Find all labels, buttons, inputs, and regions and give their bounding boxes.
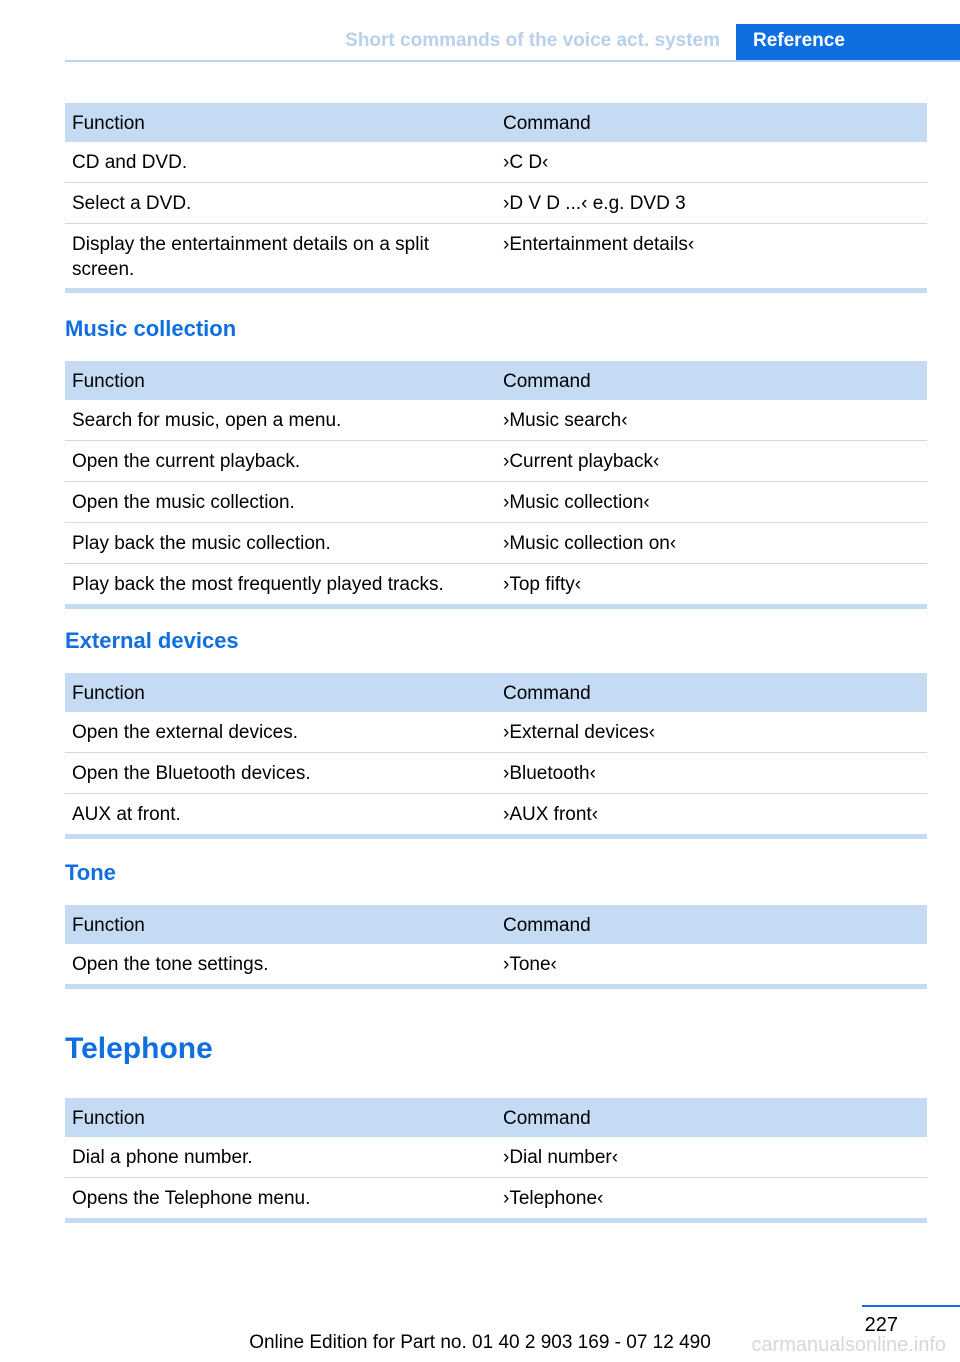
function-cell: Play back the most frequently played tracks. (72, 574, 444, 595)
table-end-rule (65, 1218, 927, 1223)
table-end-rule (65, 604, 927, 609)
table-header-row (65, 673, 927, 712)
command-cell: ›Bluetooth‹ (503, 763, 596, 784)
table-row (65, 183, 927, 224)
command-cell: ›Entertainment details‹ (503, 234, 695, 255)
header-command: Command (503, 371, 591, 392)
header-function: Function (72, 1108, 145, 1129)
table-telephone (65, 1098, 927, 1223)
table-header-row (65, 361, 927, 400)
function-cell: Open the music collection. (72, 492, 295, 513)
table-end-rule (65, 288, 927, 293)
function-cell: Dial a phone number. (72, 1147, 253, 1168)
header-command: Command (503, 683, 591, 704)
function-cell: Opens the Telephone menu. (72, 1188, 311, 1209)
command-cell: ›AUX front‹ (503, 804, 599, 825)
header-section-title: Short commands of the voice act. system (345, 30, 720, 51)
command-cell: ›Dial number‹ (503, 1147, 619, 1168)
command-cell: ›Tone‹ (503, 954, 557, 975)
table-row (65, 441, 927, 482)
table-entertainment (65, 103, 927, 293)
header-command: Command (503, 915, 591, 936)
header-chapter-tab: Reference (736, 24, 960, 62)
table-row (65, 1178, 927, 1218)
function-cell: Select a DVD. (72, 193, 192, 214)
command-cell: ›External devices‹ (503, 722, 656, 743)
section-heading-telephone: Telephone (65, 1032, 213, 1065)
function-cell: Open the current playback. (72, 451, 301, 472)
table-header-row (65, 1098, 927, 1137)
table-row (65, 224, 927, 282)
table-external-devices (65, 673, 927, 839)
page-number-rule (862, 1305, 960, 1307)
command-cell: ›D V D ...‹ e.g. DVD 3 (503, 193, 686, 214)
section-heading-tone: Tone (65, 860, 116, 885)
table-row (65, 142, 927, 183)
function-cell: Display the entertainment details on a split screen. (72, 234, 429, 280)
table-end-rule (65, 984, 927, 989)
function-cell: CD and DVD. (72, 152, 188, 173)
function-cell: Search for music, open a menu. (72, 410, 342, 431)
function-cell: Play back the music collection. (72, 533, 331, 554)
command-cell: ›Music search‹ (503, 410, 628, 431)
table-tone (65, 905, 927, 989)
function-cell: Open the Bluetooth devices. (72, 763, 311, 784)
table-row (65, 712, 927, 753)
page-header (65, 24, 960, 62)
table-row (65, 794, 927, 834)
table-header-row (65, 103, 927, 142)
function-cell: AUX at front. (72, 804, 181, 825)
header-function: Function (72, 915, 145, 936)
function-cell: Open the external devices. (72, 722, 299, 743)
command-cell: ›Current playback‹ (503, 451, 660, 472)
header-function: Function (72, 113, 145, 134)
function-cell: Open the tone settings. (72, 954, 269, 975)
table-row (65, 1137, 927, 1178)
header-command: Command (503, 1108, 591, 1129)
header-rule (65, 60, 960, 62)
section-heading-external-devices: External devices (65, 628, 239, 653)
table-row (65, 944, 927, 984)
header-function: Function (72, 371, 145, 392)
table-row (65, 482, 927, 523)
footer-edition-text: Online Edition for Part no. 01 40 2 903 169 - 07 12 490 (249, 1332, 711, 1353)
table-header-row (65, 905, 927, 944)
header-function: Function (72, 683, 145, 704)
table-row (65, 400, 927, 441)
section-heading-music-collection: Music collection (65, 316, 237, 341)
page-number: 227 (864, 1314, 898, 1336)
table-music-collection (65, 361, 927, 609)
table-end-rule (65, 834, 927, 839)
command-cell: ›Music collection on‹ (503, 533, 677, 554)
header-command: Command (503, 113, 591, 134)
command-cell: ›Telephone‹ (503, 1188, 604, 1209)
command-cell: ›Music collection‹ (503, 492, 650, 513)
table-row (65, 523, 927, 564)
command-cell: ›Top fifty‹ (503, 574, 582, 595)
table-row (65, 564, 927, 604)
table-row (65, 753, 927, 794)
watermark: carmanualsonline.info (751, 1334, 946, 1356)
command-cell: ›C D‹ (503, 152, 549, 173)
